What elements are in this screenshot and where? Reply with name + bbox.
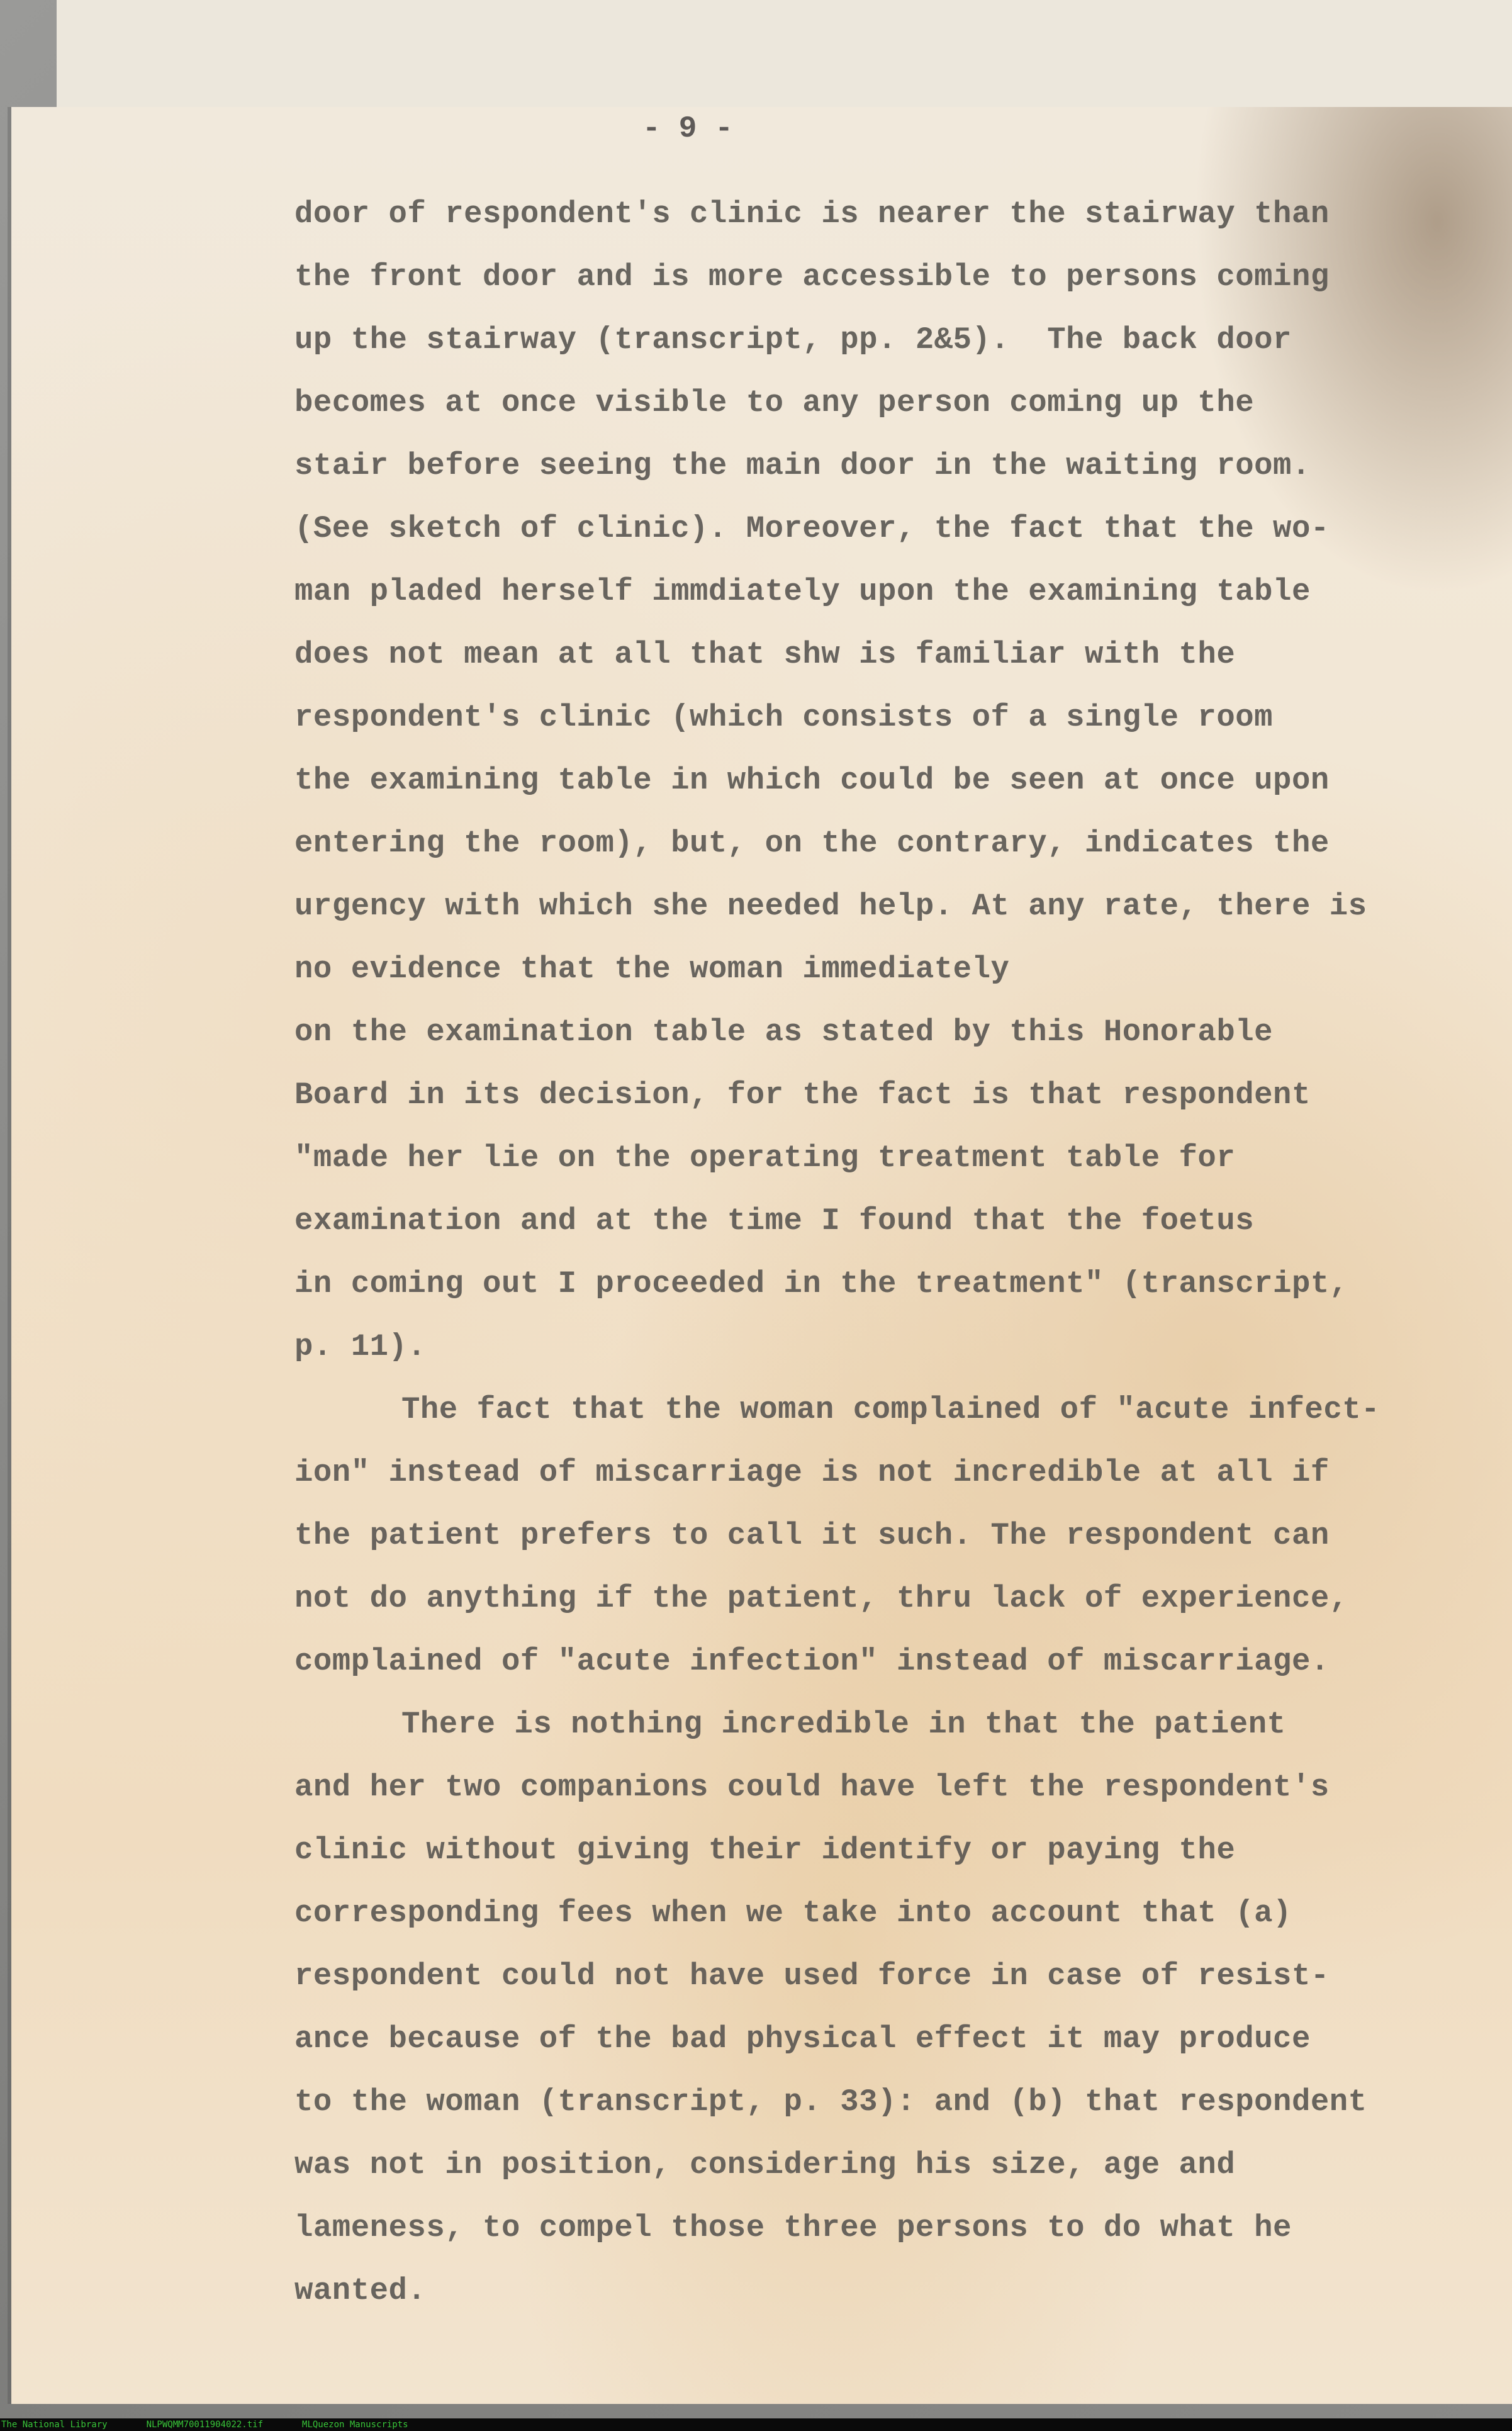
text-line: "made her lie on the operating treatment table for: [294, 1140, 1236, 1176]
text-line: respondent's clinic (which consists of a single room: [294, 700, 1274, 735]
text-line: in coming out I proceeded in the treatment" (transcript,: [294, 1266, 1348, 1301]
text-line: lameness, to compel those three persons to do what he: [294, 2210, 1292, 2245]
text-line: to the woman (transcript, p. 33): and (b) that respondent: [294, 2084, 1367, 2119]
text-line: not do anything if the patient, thru lack of experience,: [294, 1581, 1348, 1616]
text-line: stair before seeing the main door in the waiting room.: [294, 448, 1311, 483]
footer-library: The National Library: [1, 2420, 108, 2430]
text-line: entering the room), but, on the contrary, indicates the: [294, 826, 1330, 861]
text-line: (See sketch of clinic). Moreover, the fact that the wo-: [294, 511, 1330, 546]
text-line: becomes at once visible to any person coming up the: [294, 385, 1255, 420]
text-line: up the stairway (transcript, pp. 2&5). The back door: [294, 322, 1292, 357]
paragraph-start-line: There is nothing incredible in that the patient: [401, 1707, 1286, 1742]
text-line: complained of "acute infection" instead of miscarriage.: [294, 1644, 1330, 1679]
text-line: respondent could not have used force in case of resist-: [294, 1958, 1330, 1994]
text-line: examination and at the time I found that the foetus: [294, 1203, 1255, 1238]
text-line: the front door and is more accessible to persons coming: [294, 259, 1330, 295]
text-line: the patient prefers to call it such. The respondent can: [294, 1518, 1330, 1553]
text-line: ance because of the bad physical effect it may produce: [294, 2021, 1311, 2057]
footer-file: NLPWQMM70011904022.tif: [146, 2420, 264, 2430]
paragraph-start-line: The fact that the woman complained of "acute infect-: [401, 1392, 1380, 1427]
text-line: corresponding fees when we take into account that (a): [294, 1895, 1292, 1931]
footer-collection: MLQuezon Manuscripts: [302, 2420, 408, 2430]
text-line: urgency with which she needed help. At any rate, there is: [294, 889, 1367, 924]
text-line: was not in position, considering his size, age and: [294, 2147, 1236, 2182]
text-line: the examining table in which could be seen at once upon: [294, 763, 1330, 798]
text-line: door of respondent's clinic is nearer the stairway than: [294, 196, 1330, 232]
typed-body-text: [294, 182, 1440, 2322]
text-line: no evidence that the woman immediately: [294, 952, 1010, 987]
text-line: and her two companions could have left the respondent's: [294, 1770, 1330, 1805]
text-line: Board in its decision, for the fact is that respondent: [294, 1077, 1311, 1113]
text-line: does not mean at all that shw is familiar with the: [294, 637, 1236, 672]
text-line: on the examination table as stated by this Honorable: [294, 1014, 1274, 1050]
text-line: wanted.: [294, 2273, 427, 2308]
text-line: man pladed herself immdiately upon the examining table: [294, 574, 1311, 609]
text-line: clinic without giving their identify or paying the: [294, 1833, 1236, 1868]
text-line: ion" instead of miscarriage is not incredible at all if: [294, 1455, 1330, 1490]
page-number: - 9 -: [642, 112, 734, 146]
scan-metadata-footer: [0, 2418, 1512, 2431]
text-line: p. 11).: [294, 1329, 427, 1364]
document-page: [11, 107, 1512, 2404]
